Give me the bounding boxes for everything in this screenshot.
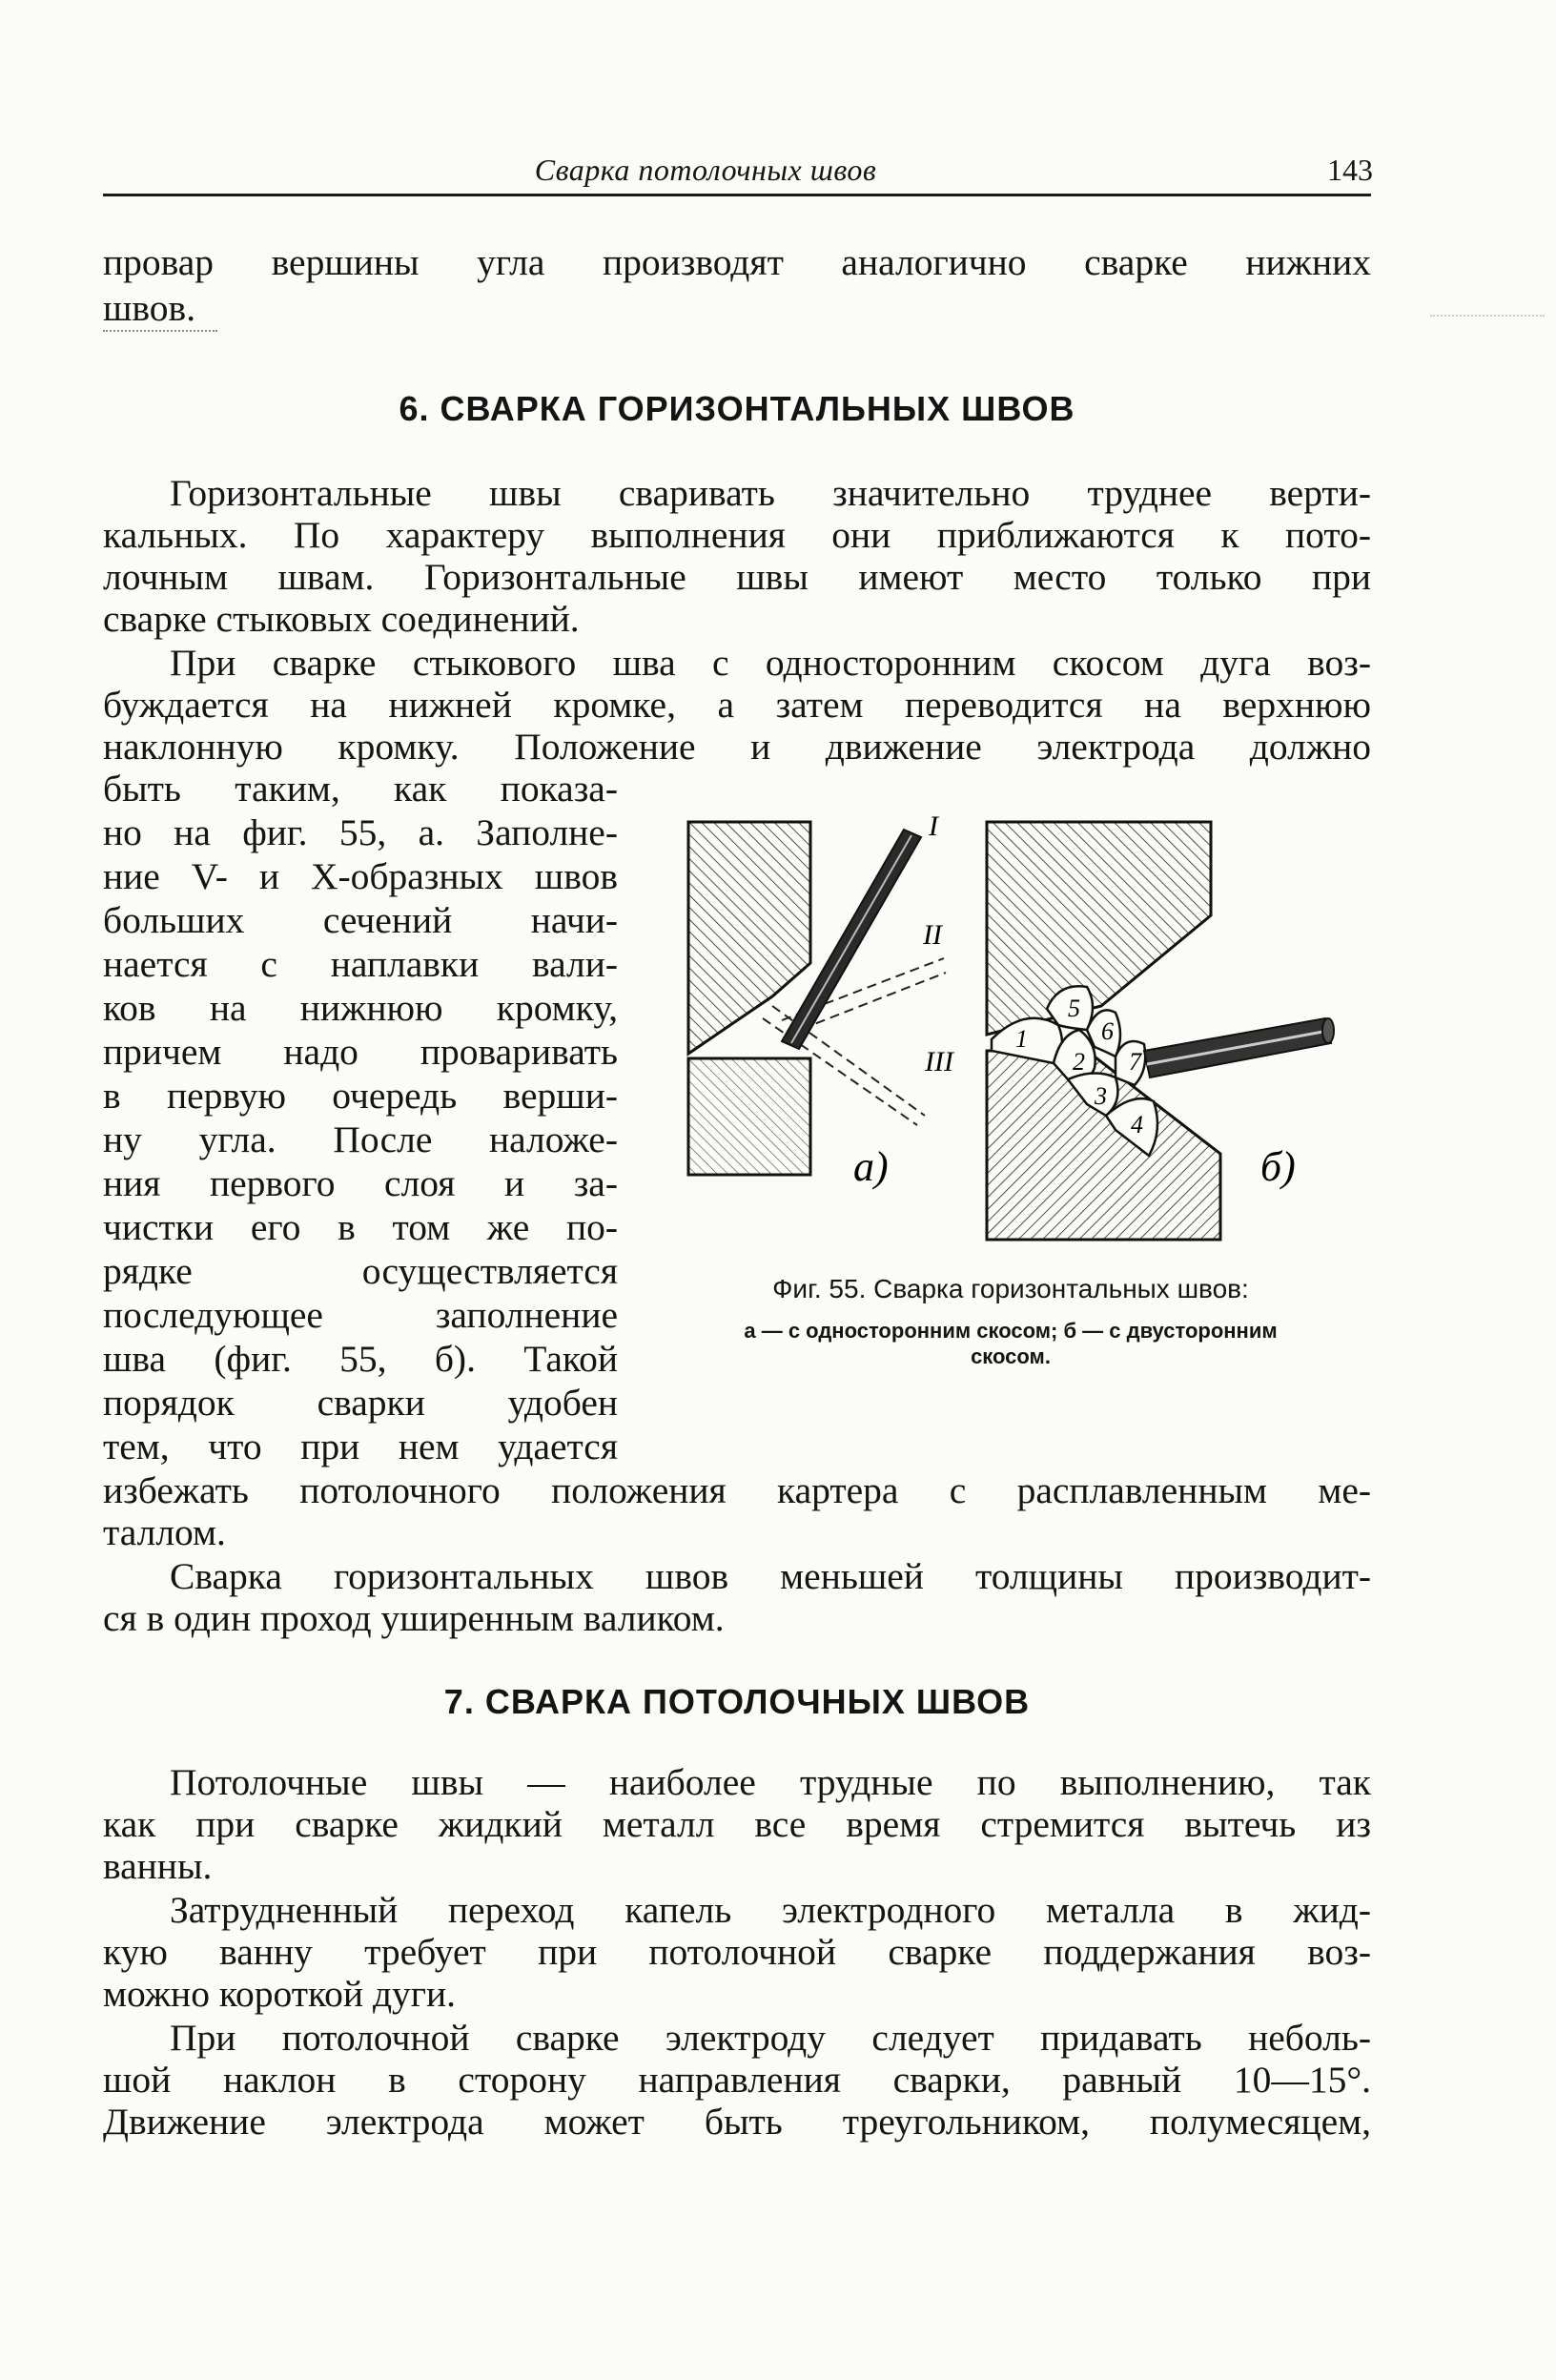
text-line: кую ванну требует при потолочной сварке поддержания воз- bbox=[103, 1931, 1371, 1973]
text-line: Потолочные швы — наиболее трудные по выполнению, так bbox=[170, 1761, 1371, 1803]
page-number: 143 bbox=[1327, 153, 1373, 187]
figure-55-diagram bbox=[667, 801, 1363, 1268]
pass-label: 5 bbox=[1068, 995, 1080, 1022]
scan-speck bbox=[1430, 315, 1545, 317]
section-heading-7: 7. СВАРКА ПОТОЛОЧНЫХ ШВОВ bbox=[443, 1682, 1031, 1721]
text-line: провар вершины угла производят аналогично сварке нижних bbox=[103, 241, 1371, 283]
section-heading-6: 6. СВАРКА ГОРИЗОНТАЛЬНЫХ ШВОВ bbox=[399, 389, 1075, 428]
text-line: наклонную кромку. Положение и движение электрода должно bbox=[103, 726, 1371, 768]
position-label-III: III bbox=[925, 1046, 953, 1077]
text-line: избежать потолочного положения картера с расплавленным ме- bbox=[103, 1469, 1371, 1511]
text-line: больших сечений начи- bbox=[103, 899, 618, 941]
text-line: ну угла. После наложе- bbox=[103, 1118, 618, 1160]
text-line: в первую очередь верши- bbox=[103, 1075, 618, 1117]
text-line: кальных. По характеру выполнения они приближаются к пото- bbox=[103, 514, 1371, 556]
print-blot bbox=[103, 330, 217, 332]
text-line: последующее заполнение bbox=[103, 1294, 618, 1336]
pass-label: 3 bbox=[1095, 1082, 1107, 1110]
electrode-b bbox=[1144, 1018, 1334, 1077]
text-line: Движение электрода может быть треугольником, полумесяцем, bbox=[103, 2101, 1371, 2143]
figure-caption-legend: а — с односторонним скосом; б — с двусторонним bbox=[744, 1319, 1278, 1343]
pass-label: 4 bbox=[1131, 1111, 1143, 1139]
upper-plate-a bbox=[688, 822, 810, 1054]
pass-label: 6 bbox=[1101, 1017, 1114, 1045]
text-line: шва (фиг. 55, б). Такой bbox=[103, 1338, 618, 1380]
text-line: лочным швам. Горизонтальные швы имеют место только при bbox=[103, 556, 1371, 598]
text-line: При сварке стыкового шва с односторонним скосом дуга воз- bbox=[170, 642, 1371, 684]
position-label-I: I bbox=[929, 810, 938, 842]
text-line: ние V- и X-образных швов bbox=[103, 855, 618, 897]
text-line: При потолочной сварке электроду следует придавать неболь- bbox=[170, 2017, 1371, 2059]
pass-label: 2 bbox=[1073, 1048, 1085, 1076]
pass-label: 7 bbox=[1129, 1048, 1141, 1076]
text-line: таллом. bbox=[103, 1511, 226, 1553]
text-line: можно короткой дуги. bbox=[103, 1973, 457, 2015]
running-title: Сварка потолочных швов bbox=[534, 153, 877, 187]
figure-caption-title: Фиг. 55. Сварка горизонтальных швов: bbox=[772, 1274, 1249, 1303]
text-line: Горизонтальные швы сваривать значительно труднее верти- bbox=[170, 472, 1371, 514]
text-line: сварке стыковых соединений. bbox=[103, 598, 580, 640]
text-line: швов. bbox=[103, 287, 196, 329]
text-line: но на фиг. 55, а. Заполне- bbox=[103, 811, 618, 853]
header-rule bbox=[103, 194, 1371, 196]
text-line: рядке осуществляется bbox=[103, 1250, 618, 1292]
text-line: шой наклон в сторону направления сварки, равный 10—15°. bbox=[103, 2059, 1371, 2101]
text-line: причем надо проваривать bbox=[103, 1031, 618, 1073]
text-line: ванны. bbox=[103, 1845, 213, 1887]
figure-caption-legend: скосом. bbox=[971, 1344, 1051, 1368]
text-line: чистки его в том же по- bbox=[103, 1206, 618, 1248]
text-line: порядок сварки удобен bbox=[103, 1382, 618, 1424]
lower-plate-a bbox=[688, 1058, 810, 1175]
text-line: ков на нижнюю кромку, bbox=[103, 987, 618, 1029]
text-line: тем, что при нем удается bbox=[103, 1426, 618, 1467]
position-label-II: II bbox=[923, 919, 942, 951]
text-line: буждается на нижней кромке, а затем переводится на верхнюю bbox=[103, 684, 1371, 726]
figure-label-b: б) bbox=[1260, 1143, 1296, 1190]
text-line: ся в один проход уширенным валиком. bbox=[103, 1597, 725, 1639]
upper-plate-b bbox=[987, 822, 1211, 1035]
text-line: ния первого слоя и за- bbox=[103, 1162, 618, 1204]
text-line: Затрудненный переход капель электродного металла в жид- bbox=[170, 1889, 1371, 1931]
text-line: Сварка горизонтальных швов меньшей толщины производит- bbox=[170, 1555, 1371, 1597]
text-line: нается с наплавки вали- bbox=[103, 943, 618, 985]
pass-label: 1 bbox=[1015, 1025, 1028, 1053]
text-line: быть таким, как показа- bbox=[103, 768, 618, 810]
text-line: как при сварке жидкий металл все время стремится вытечь из bbox=[103, 1803, 1371, 1845]
figure-label-a: а) bbox=[853, 1143, 889, 1190]
